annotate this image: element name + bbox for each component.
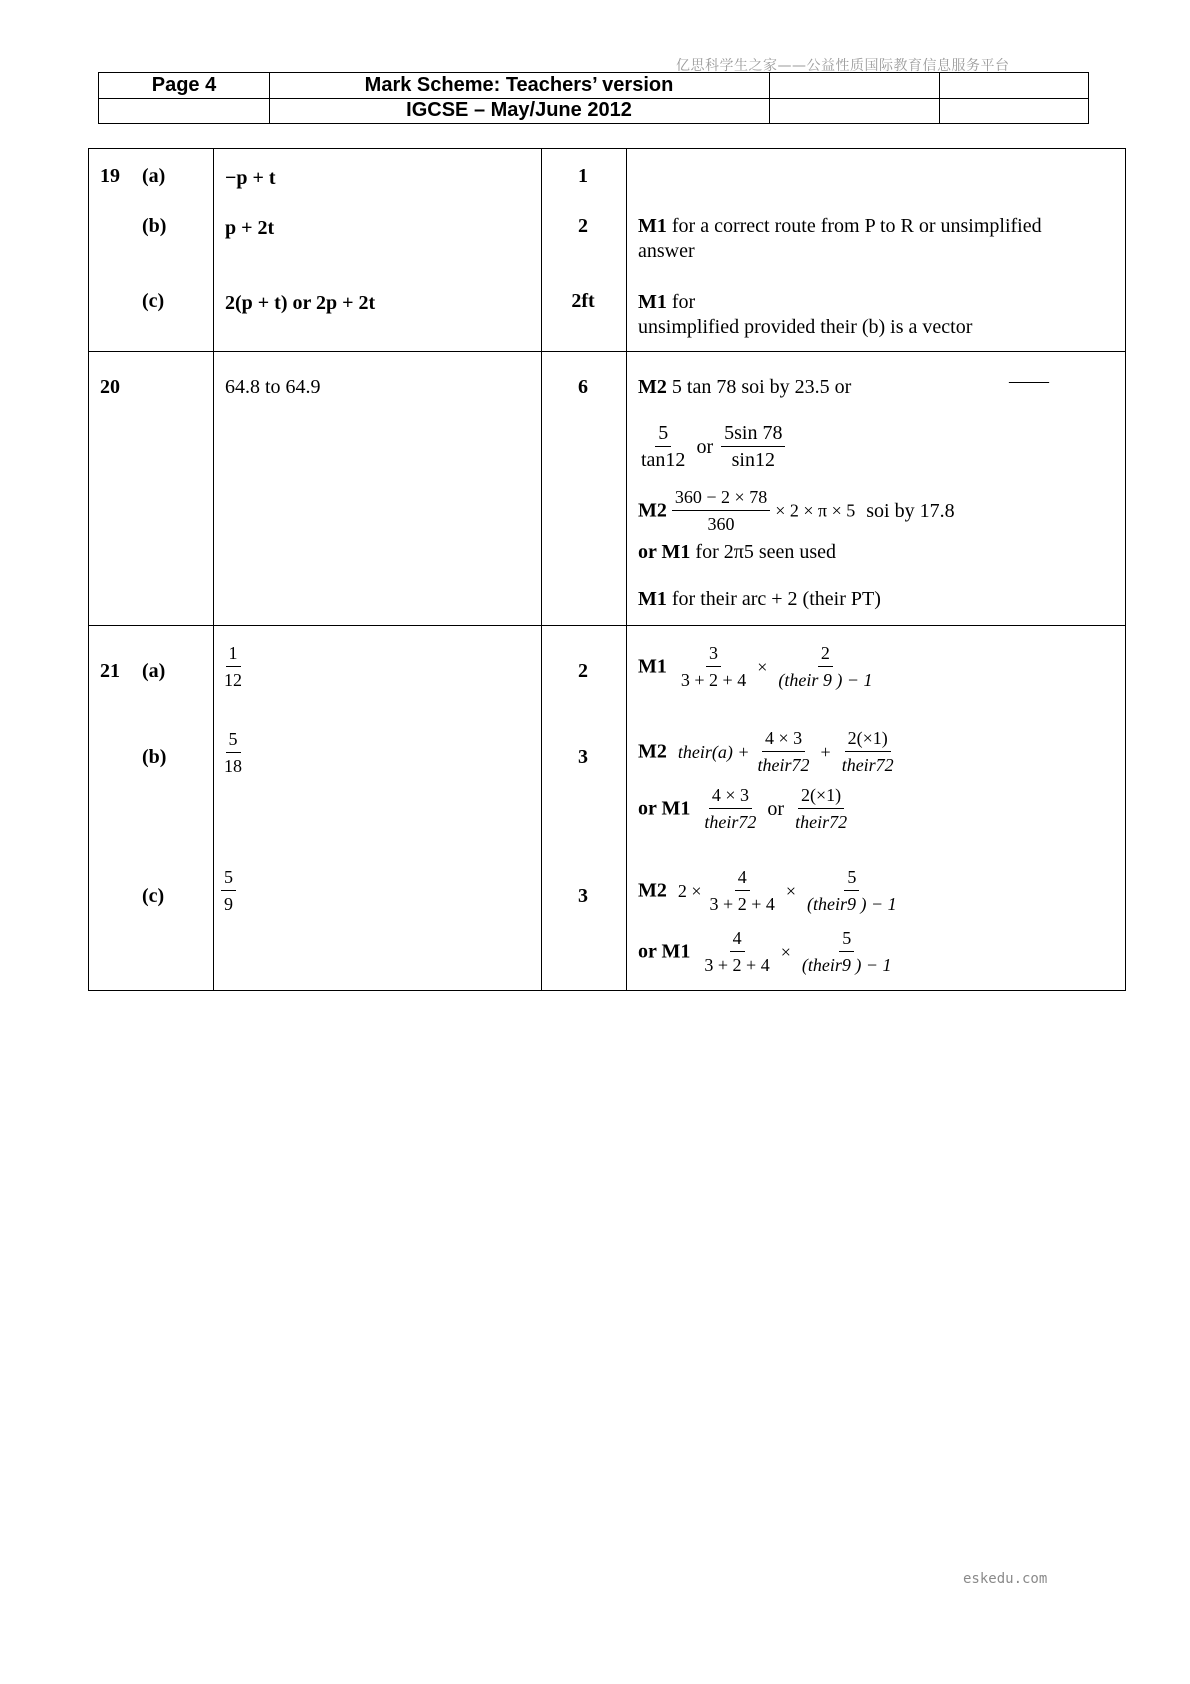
- guidance-line: [638, 486, 955, 535]
- answer: p + 2t: [225, 217, 275, 239]
- column-divider: [213, 149, 214, 990]
- method-mark: M2: [638, 740, 667, 763]
- fraction: [775, 642, 875, 691]
- marks: 1: [578, 165, 588, 187]
- marks: 6: [578, 376, 588, 398]
- numerator: 2: [818, 642, 833, 667]
- guidance-text: unsimplified provided their (b) is a vector: [638, 316, 973, 338]
- fraction: [707, 866, 778, 915]
- syllabus-title: IGCSE – May/June 2012: [406, 99, 632, 121]
- denominator: 3 + 2 + 4: [704, 955, 770, 975]
- fraction: [701, 927, 772, 976]
- answer: 2(p + t) or 2p + 2t: [225, 292, 376, 314]
- answer: 64.8 to 64.9: [225, 376, 321, 398]
- row-divider: [89, 625, 1125, 626]
- part-label: (b): [142, 746, 167, 768]
- fraction: [221, 728, 245, 777]
- watermark-text: 亿思科学生之家——公益性质国际教育信息服务平台: [676, 58, 1010, 74]
- answer: −p + t: [225, 167, 276, 189]
- numerator: 5: [221, 866, 236, 891]
- denominator: 9: [224, 894, 233, 914]
- numerator: 4 × 3: [709, 784, 752, 809]
- part-label: (c): [142, 290, 165, 312]
- header-table: [98, 72, 1089, 124]
- guidance: [638, 375, 851, 399]
- fraction: [804, 866, 900, 915]
- expression: × 2 × π × 5: [775, 500, 856, 521]
- guidance-line: [638, 927, 895, 976]
- marks: 3: [578, 885, 588, 907]
- numerator: 2(×1): [798, 784, 844, 809]
- answer: [221, 728, 245, 777]
- document-title: Mark Scheme: Teachers’ version: [364, 74, 674, 96]
- fraction: [799, 927, 895, 976]
- guidance-text: answer: [638, 240, 695, 262]
- denominator: 3 + 2 + 4: [709, 894, 775, 914]
- or-word: or: [767, 797, 785, 820]
- guidance-text: for a correct route from P to R or unsimplified: [671, 215, 1042, 237]
- part-label: (b): [142, 215, 167, 237]
- mark-scheme-table: [88, 148, 1126, 991]
- operator: ×: [780, 941, 791, 962]
- fraction: [792, 784, 850, 833]
- numerator: 2(×1): [845, 727, 891, 752]
- method-mark: M1: [638, 215, 667, 237]
- numerator: 5: [655, 422, 671, 447]
- guidance-text: for 2π5 seen used: [695, 541, 837, 563]
- numerator: 4 × 3: [762, 727, 805, 752]
- numerator: 5: [839, 927, 854, 952]
- expression: 2 ×: [677, 880, 702, 901]
- method-mark: or M1: [638, 541, 691, 563]
- part-label: (c): [142, 885, 165, 907]
- numerator: 4: [735, 866, 750, 891]
- numerator: 5: [226, 728, 241, 753]
- method-mark: or M1: [638, 797, 691, 820]
- fraction: [672, 486, 770, 535]
- fraction: [221, 642, 245, 691]
- guidance: [638, 214, 1042, 238]
- guidance-line: [638, 727, 897, 776]
- denominator: tan12: [641, 449, 686, 471]
- numerator: 360 − 2 × 78: [672, 486, 770, 511]
- numerator: 1: [226, 642, 241, 667]
- guidance-text: soi by 17.8: [866, 499, 955, 522]
- method-mark: or M1: [638, 940, 691, 963]
- operator: ×: [785, 880, 797, 901]
- method-mark: M1: [638, 291, 667, 313]
- answer: [221, 866, 236, 915]
- marks: 2ft: [571, 290, 595, 312]
- footer-url: eskedu.com: [963, 1571, 1048, 1587]
- question-number: 20: [100, 376, 120, 398]
- guidance-text: for their arc + 2 (their PT): [671, 588, 881, 610]
- row-divider: [89, 351, 1125, 352]
- marks: 3: [578, 746, 588, 768]
- guidance: [638, 290, 695, 314]
- denominator: 18: [224, 756, 242, 776]
- denominator: (their9 ) − 1: [807, 894, 897, 914]
- guidance: [638, 540, 836, 564]
- guidance: [638, 587, 881, 611]
- guidance-text: 5 tan 78 soi by 23.5 or: [671, 376, 852, 398]
- marks: 2: [578, 215, 588, 237]
- denominator: their72: [757, 755, 810, 775]
- numerator: 4: [730, 927, 745, 952]
- marks: 2: [578, 660, 588, 682]
- expression: their(a) +: [677, 741, 750, 762]
- method-mark: M1: [638, 588, 667, 610]
- method-mark: M2: [638, 376, 667, 398]
- denominator: their72: [795, 812, 848, 832]
- numerator: 3: [706, 642, 721, 667]
- part-label: (a): [142, 660, 166, 682]
- fraction: [678, 642, 749, 691]
- fraction: [221, 866, 236, 915]
- page-number: Page 4: [151, 74, 217, 96]
- denominator: their72: [841, 755, 894, 775]
- denominator: 12: [224, 670, 242, 690]
- operator: +: [820, 741, 831, 762]
- denominator: their72: [704, 812, 757, 832]
- method-mark: M2: [638, 879, 667, 902]
- column-divider: [626, 149, 627, 990]
- question-number: 21: [100, 660, 120, 682]
- fraction: [638, 422, 688, 471]
- method-mark: M1: [638, 655, 667, 678]
- method-mark: M2: [638, 499, 667, 522]
- guidance-line: [638, 642, 876, 691]
- part-label: (a): [142, 165, 166, 187]
- operator: ×: [757, 656, 768, 677]
- denominator: 3 + 2 + 4: [680, 670, 747, 690]
- answer: [221, 642, 245, 691]
- fraction: [755, 727, 813, 776]
- question-number: 19: [100, 165, 120, 187]
- guidance-fractions: [638, 422, 785, 471]
- guidance-line: [638, 866, 900, 915]
- numerator: 5: [844, 866, 859, 891]
- guidance-text: for: [671, 291, 696, 313]
- fraction: [701, 784, 759, 833]
- or-word: or: [696, 435, 714, 458]
- denominator: (their 9 ) − 1: [778, 670, 873, 690]
- dash-mark: ——: [1009, 370, 1049, 392]
- fraction: [839, 727, 897, 776]
- guidance-line: [638, 784, 850, 833]
- denominator: sin12: [731, 449, 775, 471]
- denominator: 360: [707, 514, 735, 534]
- column-divider: [541, 149, 542, 990]
- numerator: 5sin 78: [721, 422, 785, 447]
- fraction: [721, 422, 785, 471]
- denominator: (their9 ) − 1: [801, 955, 892, 975]
